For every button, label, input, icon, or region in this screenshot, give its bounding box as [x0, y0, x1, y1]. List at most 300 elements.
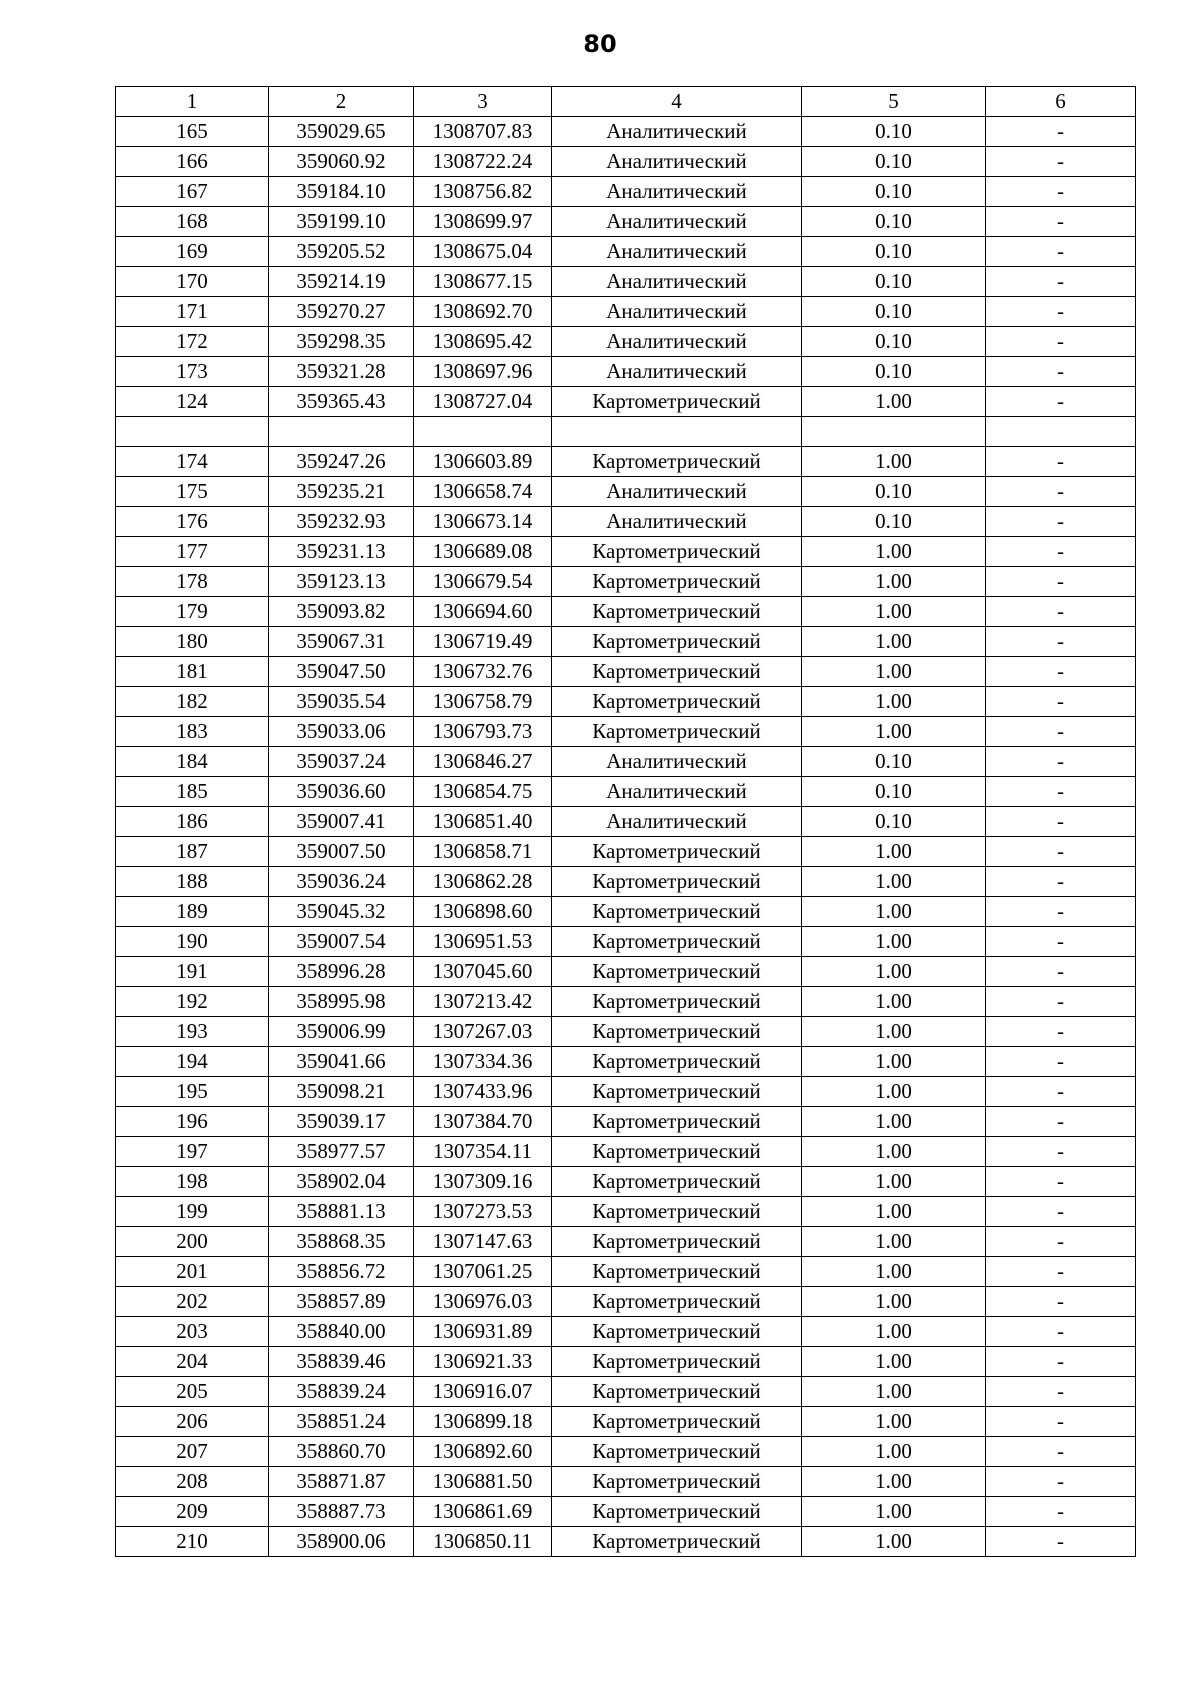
x-coordinate-cell: 359321.28	[269, 357, 414, 387]
y-coordinate-cell: 1306881.50	[414, 1467, 552, 1497]
accuracy-cell: 1.00	[802, 927, 986, 957]
accuracy-cell: 1.00	[802, 1137, 986, 1167]
accuracy-cell: 1.00	[802, 1317, 986, 1347]
note-cell: -	[986, 777, 1136, 807]
accuracy-cell: 1.00	[802, 957, 986, 987]
x-coordinate-cell: 359298.35	[269, 327, 414, 357]
note-cell: -	[986, 717, 1136, 747]
method-cell: Картометрический	[552, 387, 802, 417]
note-cell: -	[986, 447, 1136, 477]
x-coordinate-cell: 359041.66	[269, 1047, 414, 1077]
table-row	[116, 1497, 1136, 1527]
note-cell: -	[986, 177, 1136, 207]
table-row	[116, 507, 1136, 537]
table-row	[116, 1017, 1136, 1047]
x-coordinate-cell: 358856.72	[269, 1257, 414, 1287]
accuracy-cell	[802, 417, 986, 447]
method-cell: Картометрический	[552, 1347, 802, 1377]
table-row	[116, 1287, 1136, 1317]
point-number-cell: 209	[116, 1497, 269, 1527]
y-coordinate-cell: 1306719.49	[414, 627, 552, 657]
y-coordinate-cell: 1306976.03	[414, 1287, 552, 1317]
note-cell: -	[986, 387, 1136, 417]
note-cell: -	[986, 957, 1136, 987]
point-number-cell: 198	[116, 1167, 269, 1197]
method-cell: Аналитический	[552, 117, 802, 147]
y-coordinate-cell: 1307334.36	[414, 1047, 552, 1077]
x-coordinate-cell: 359037.24	[269, 747, 414, 777]
table-row	[116, 1437, 1136, 1467]
x-coordinate-cell: 358900.06	[269, 1527, 414, 1557]
x-coordinate-cell: 359033.06	[269, 717, 414, 747]
note-cell: -	[986, 207, 1136, 237]
table-row	[116, 1167, 1136, 1197]
note-cell: -	[986, 1317, 1136, 1347]
x-coordinate-cell: 358868.35	[269, 1227, 414, 1257]
point-number-cell: 205	[116, 1377, 269, 1407]
accuracy-cell: 1.00	[802, 837, 986, 867]
point-number-cell: 179	[116, 597, 269, 627]
note-cell: -	[986, 1107, 1136, 1137]
note-cell: -	[986, 237, 1136, 267]
method-cell: Картометрический	[552, 627, 802, 657]
point-number-cell: 196	[116, 1107, 269, 1137]
point-number-cell: 170	[116, 267, 269, 297]
accuracy-cell: 0.10	[802, 327, 986, 357]
point-number-cell: 172	[116, 327, 269, 357]
x-coordinate-cell: 359047.50	[269, 657, 414, 687]
method-cell: Картометрический	[552, 1467, 802, 1497]
y-coordinate-cell: 1306921.33	[414, 1347, 552, 1377]
column-header: 1	[116, 87, 269, 117]
x-coordinate-cell: 358857.89	[269, 1287, 414, 1317]
point-number-cell: 193	[116, 1017, 269, 1047]
accuracy-cell: 0.10	[802, 477, 986, 507]
point-number-cell: 184	[116, 747, 269, 777]
accuracy-cell: 0.10	[802, 747, 986, 777]
note-cell: -	[986, 1527, 1136, 1557]
accuracy-cell: 1.00	[802, 657, 986, 687]
y-coordinate-cell: 1308722.24	[414, 147, 552, 177]
table-row	[116, 1347, 1136, 1377]
accuracy-cell: 0.10	[802, 267, 986, 297]
method-cell: Картометрический	[552, 717, 802, 747]
y-coordinate-cell: 1306793.73	[414, 717, 552, 747]
method-cell: Картометрический	[552, 687, 802, 717]
table-row	[116, 267, 1136, 297]
point-number-cell: 201	[116, 1257, 269, 1287]
x-coordinate-cell: 359235.21	[269, 477, 414, 507]
y-coordinate-cell: 1308675.04	[414, 237, 552, 267]
point-number-cell: 191	[116, 957, 269, 987]
y-coordinate-cell: 1308699.97	[414, 207, 552, 237]
y-coordinate-cell: 1307045.60	[414, 957, 552, 987]
x-coordinate-cell: 359231.13	[269, 537, 414, 567]
table-row	[116, 477, 1136, 507]
y-coordinate-cell: 1306658.74	[414, 477, 552, 507]
point-number-cell: 173	[116, 357, 269, 387]
method-cell: Картометрический	[552, 957, 802, 987]
accuracy-cell: 0.10	[802, 147, 986, 177]
table-row	[116, 1107, 1136, 1137]
note-cell: -	[986, 117, 1136, 147]
method-cell: Картометрический	[552, 1047, 802, 1077]
y-coordinate-cell: 1308707.83	[414, 117, 552, 147]
note-cell	[986, 417, 1136, 447]
point-number-cell: 169	[116, 237, 269, 267]
note-cell: -	[986, 747, 1136, 777]
table-row	[116, 1197, 1136, 1227]
accuracy-cell: 0.10	[802, 357, 986, 387]
accuracy-cell: 1.00	[802, 1497, 986, 1527]
method-cell: Аналитический	[552, 267, 802, 297]
x-coordinate-cell: 358839.46	[269, 1347, 414, 1377]
point-number-cell: 188	[116, 867, 269, 897]
accuracy-cell: 1.00	[802, 1077, 986, 1107]
accuracy-cell: 1.00	[802, 687, 986, 717]
point-number-cell: 187	[116, 837, 269, 867]
accuracy-cell: 1.00	[802, 567, 986, 597]
x-coordinate-cell: 359247.26	[269, 447, 414, 477]
note-cell: -	[986, 657, 1136, 687]
y-coordinate-cell: 1306732.76	[414, 657, 552, 687]
table-row	[116, 597, 1136, 627]
y-coordinate-cell: 1307433.96	[414, 1077, 552, 1107]
x-coordinate-cell: 358887.73	[269, 1497, 414, 1527]
table-row	[116, 1377, 1136, 1407]
method-cell: Картометрический	[552, 537, 802, 567]
y-coordinate-cell: 1307213.42	[414, 987, 552, 1017]
y-coordinate-cell: 1307147.63	[414, 1227, 552, 1257]
table-row	[116, 327, 1136, 357]
method-cell: Картометрический	[552, 567, 802, 597]
y-coordinate-cell: 1306898.60	[414, 897, 552, 927]
point-number-cell: 199	[116, 1197, 269, 1227]
column-header: 3	[414, 87, 552, 117]
table-row	[116, 147, 1136, 177]
method-cell: Картометрический	[552, 987, 802, 1017]
column-header: 4	[552, 87, 802, 117]
y-coordinate-cell	[414, 417, 552, 447]
method-cell: Аналитический	[552, 327, 802, 357]
method-cell: Картометрический	[552, 867, 802, 897]
accuracy-cell: 1.00	[802, 1467, 986, 1497]
table-row	[116, 927, 1136, 957]
point-number-cell: 177	[116, 537, 269, 567]
method-cell: Картометрический	[552, 837, 802, 867]
method-cell: Картометрический	[552, 447, 802, 477]
method-cell: Картометрический	[552, 1167, 802, 1197]
note-cell: -	[986, 1347, 1136, 1377]
point-number-cell: 174	[116, 447, 269, 477]
x-coordinate-cell: 358995.98	[269, 987, 414, 1017]
accuracy-cell: 0.10	[802, 507, 986, 537]
coordinates-table	[115, 86, 1136, 1557]
x-coordinate-cell: 359232.93	[269, 507, 414, 537]
table-row	[116, 447, 1136, 477]
table-row	[116, 867, 1136, 897]
x-coordinate-cell: 359270.27	[269, 297, 414, 327]
note-cell: -	[986, 1257, 1136, 1287]
x-coordinate-cell: 358871.87	[269, 1467, 414, 1497]
point-number-cell: 190	[116, 927, 269, 957]
method-cell: Картометрический	[552, 1197, 802, 1227]
point-number-cell: 178	[116, 567, 269, 597]
note-cell: -	[986, 1467, 1136, 1497]
y-coordinate-cell: 1307273.53	[414, 1197, 552, 1227]
point-number-cell: 202	[116, 1287, 269, 1317]
y-coordinate-cell: 1308727.04	[414, 387, 552, 417]
note-cell: -	[986, 867, 1136, 897]
y-coordinate-cell: 1306689.08	[414, 537, 552, 567]
point-number-cell: 210	[116, 1527, 269, 1557]
y-coordinate-cell: 1306854.75	[414, 777, 552, 807]
x-coordinate-cell: 359039.17	[269, 1107, 414, 1137]
method-cell: Картометрический	[552, 657, 802, 687]
table-row	[116, 387, 1136, 417]
accuracy-cell: 1.00	[802, 1287, 986, 1317]
point-number-cell: 186	[116, 807, 269, 837]
accuracy-cell: 1.00	[802, 1107, 986, 1137]
table-row	[116, 117, 1136, 147]
y-coordinate-cell: 1306862.28	[414, 867, 552, 897]
accuracy-cell: 1.00	[802, 897, 986, 927]
point-number-cell: 181	[116, 657, 269, 687]
table-row	[116, 1227, 1136, 1257]
y-coordinate-cell: 1308697.96	[414, 357, 552, 387]
method-cell: Аналитический	[552, 807, 802, 837]
point-number-cell: 200	[116, 1227, 269, 1257]
note-cell: -	[986, 1287, 1136, 1317]
x-coordinate-cell: 358839.24	[269, 1377, 414, 1407]
x-coordinate-cell: 359007.41	[269, 807, 414, 837]
note-cell: -	[986, 1377, 1136, 1407]
x-coordinate-cell: 359365.43	[269, 387, 414, 417]
x-coordinate-cell: 358860.70	[269, 1437, 414, 1467]
accuracy-cell: 1.00	[802, 447, 986, 477]
note-cell: -	[986, 297, 1136, 327]
y-coordinate-cell: 1306931.89	[414, 1317, 552, 1347]
method-cell: Картометрический	[552, 897, 802, 927]
page-number: 80	[583, 30, 617, 58]
table-row	[116, 417, 1136, 447]
method-cell: Картометрический	[552, 1407, 802, 1437]
x-coordinate-cell: 359184.10	[269, 177, 414, 207]
table-header-row	[116, 87, 1136, 117]
accuracy-cell: 1.00	[802, 537, 986, 567]
table-row	[116, 747, 1136, 777]
y-coordinate-cell: 1307309.16	[414, 1167, 552, 1197]
x-coordinate-cell: 359098.21	[269, 1077, 414, 1107]
x-coordinate-cell: 358851.24	[269, 1407, 414, 1437]
method-cell: Аналитический	[552, 777, 802, 807]
method-cell: Картометрический	[552, 597, 802, 627]
y-coordinate-cell: 1306603.89	[414, 447, 552, 477]
accuracy-cell: 0.10	[802, 207, 986, 237]
point-number-cell: 183	[116, 717, 269, 747]
accuracy-cell: 0.10	[802, 777, 986, 807]
note-cell: -	[986, 357, 1136, 387]
x-coordinate-cell: 359123.13	[269, 567, 414, 597]
accuracy-cell: 1.00	[802, 597, 986, 627]
table-row	[116, 1137, 1136, 1167]
point-number-cell: 124	[116, 387, 269, 417]
table-row	[116, 1257, 1136, 1287]
note-cell: -	[986, 507, 1136, 537]
x-coordinate-cell: 359045.32	[269, 897, 414, 927]
table-row	[116, 957, 1136, 987]
x-coordinate-cell: 358996.28	[269, 957, 414, 987]
y-coordinate-cell: 1307354.11	[414, 1137, 552, 1167]
point-number-cell: 168	[116, 207, 269, 237]
x-coordinate-cell: 359036.60	[269, 777, 414, 807]
note-cell: -	[986, 327, 1136, 357]
point-number-cell: 166	[116, 147, 269, 177]
table-row	[116, 1407, 1136, 1437]
table-row	[116, 567, 1136, 597]
point-number-cell: 204	[116, 1347, 269, 1377]
y-coordinate-cell: 1308692.70	[414, 297, 552, 327]
method-cell: Картометрический	[552, 1437, 802, 1467]
y-coordinate-cell: 1306858.71	[414, 837, 552, 867]
method-cell: Картометрический	[552, 1107, 802, 1137]
x-coordinate-cell: 359029.65	[269, 117, 414, 147]
x-coordinate-cell: 358881.13	[269, 1197, 414, 1227]
point-number-cell: 195	[116, 1077, 269, 1107]
y-coordinate-cell: 1306851.40	[414, 807, 552, 837]
x-coordinate-cell: 358840.00	[269, 1317, 414, 1347]
note-cell: -	[986, 1167, 1136, 1197]
table-row	[116, 1467, 1136, 1497]
note-cell: -	[986, 1437, 1136, 1467]
x-coordinate-cell	[269, 417, 414, 447]
point-number-cell: 203	[116, 1317, 269, 1347]
table-row	[116, 207, 1136, 237]
method-cell: Аналитический	[552, 357, 802, 387]
note-cell: -	[986, 1497, 1136, 1527]
y-coordinate-cell: 1306673.14	[414, 507, 552, 537]
accuracy-cell: 0.10	[802, 297, 986, 327]
table-row	[116, 657, 1136, 687]
method-cell: Картометрический	[552, 1377, 802, 1407]
y-coordinate-cell: 1306899.18	[414, 1407, 552, 1437]
note-cell: -	[986, 1017, 1136, 1047]
table-row	[116, 627, 1136, 657]
method-cell: Картометрический	[552, 1527, 802, 1557]
table-row	[116, 1047, 1136, 1077]
note-cell: -	[986, 267, 1136, 297]
table-row	[116, 1077, 1136, 1107]
note-cell: -	[986, 687, 1136, 717]
note-cell: -	[986, 1197, 1136, 1227]
point-number-cell: 176	[116, 507, 269, 537]
accuracy-cell: 1.00	[802, 1437, 986, 1467]
method-cell: Аналитический	[552, 147, 802, 177]
table-row	[116, 987, 1136, 1017]
point-number-cell: 182	[116, 687, 269, 717]
accuracy-cell: 1.00	[802, 867, 986, 897]
accuracy-cell: 1.00	[802, 1197, 986, 1227]
method-cell: Картометрический	[552, 1497, 802, 1527]
y-coordinate-cell: 1306892.60	[414, 1437, 552, 1467]
point-number-cell: 192	[116, 987, 269, 1017]
method-cell: Аналитический	[552, 297, 802, 327]
point-number-cell	[116, 417, 269, 447]
x-coordinate-cell: 359067.31	[269, 627, 414, 657]
accuracy-cell: 1.00	[802, 1347, 986, 1377]
table-row	[116, 687, 1136, 717]
y-coordinate-cell: 1306861.69	[414, 1497, 552, 1527]
x-coordinate-cell: 359199.10	[269, 207, 414, 237]
accuracy-cell: 1.00	[802, 987, 986, 1017]
x-coordinate-cell: 359007.54	[269, 927, 414, 957]
x-coordinate-cell: 359214.19	[269, 267, 414, 297]
method-cell: Аналитический	[552, 237, 802, 267]
note-cell: -	[986, 987, 1136, 1017]
x-coordinate-cell: 359006.99	[269, 1017, 414, 1047]
accuracy-cell: 0.10	[802, 237, 986, 267]
accuracy-cell: 0.10	[802, 117, 986, 147]
accuracy-cell: 1.00	[802, 1377, 986, 1407]
method-cell: Картометрический	[552, 927, 802, 957]
accuracy-cell: 0.10	[802, 807, 986, 837]
table-row	[116, 1317, 1136, 1347]
y-coordinate-cell: 1308677.15	[414, 267, 552, 297]
method-cell	[552, 417, 802, 447]
point-number-cell: 171	[116, 297, 269, 327]
accuracy-cell: 1.00	[802, 1167, 986, 1197]
note-cell: -	[986, 897, 1136, 927]
table-row	[116, 177, 1136, 207]
table-row	[116, 1527, 1136, 1557]
method-cell: Аналитический	[552, 477, 802, 507]
note-cell: -	[986, 927, 1136, 957]
method-cell: Картометрический	[552, 1137, 802, 1167]
accuracy-cell: 1.00	[802, 717, 986, 747]
x-coordinate-cell: 358977.57	[269, 1137, 414, 1167]
method-cell: Картометрический	[552, 1287, 802, 1317]
point-number-cell: 180	[116, 627, 269, 657]
point-number-cell: 194	[116, 1047, 269, 1077]
method-cell: Картометрический	[552, 1317, 802, 1347]
point-number-cell: 185	[116, 777, 269, 807]
point-number-cell: 175	[116, 477, 269, 507]
accuracy-cell: 1.00	[802, 1227, 986, 1257]
y-coordinate-cell: 1306846.27	[414, 747, 552, 777]
table-row	[116, 807, 1136, 837]
table-row	[116, 837, 1136, 867]
table-row	[116, 237, 1136, 267]
point-number-cell: 206	[116, 1407, 269, 1437]
note-cell: -	[986, 147, 1136, 177]
note-cell: -	[986, 1137, 1136, 1167]
table-row	[116, 357, 1136, 387]
point-number-cell: 189	[116, 897, 269, 927]
method-cell: Аналитический	[552, 747, 802, 777]
y-coordinate-cell: 1307267.03	[414, 1017, 552, 1047]
table-row	[116, 537, 1136, 567]
accuracy-cell: 1.00	[802, 1017, 986, 1047]
y-coordinate-cell: 1306694.60	[414, 597, 552, 627]
method-cell: Картометрический	[552, 1077, 802, 1107]
accuracy-cell: 1.00	[802, 1047, 986, 1077]
method-cell: Аналитический	[552, 507, 802, 537]
x-coordinate-cell: 359007.50	[269, 837, 414, 867]
column-header: 6	[986, 87, 1136, 117]
table-row	[116, 897, 1136, 927]
note-cell: -	[986, 597, 1136, 627]
note-cell: -	[986, 1227, 1136, 1257]
